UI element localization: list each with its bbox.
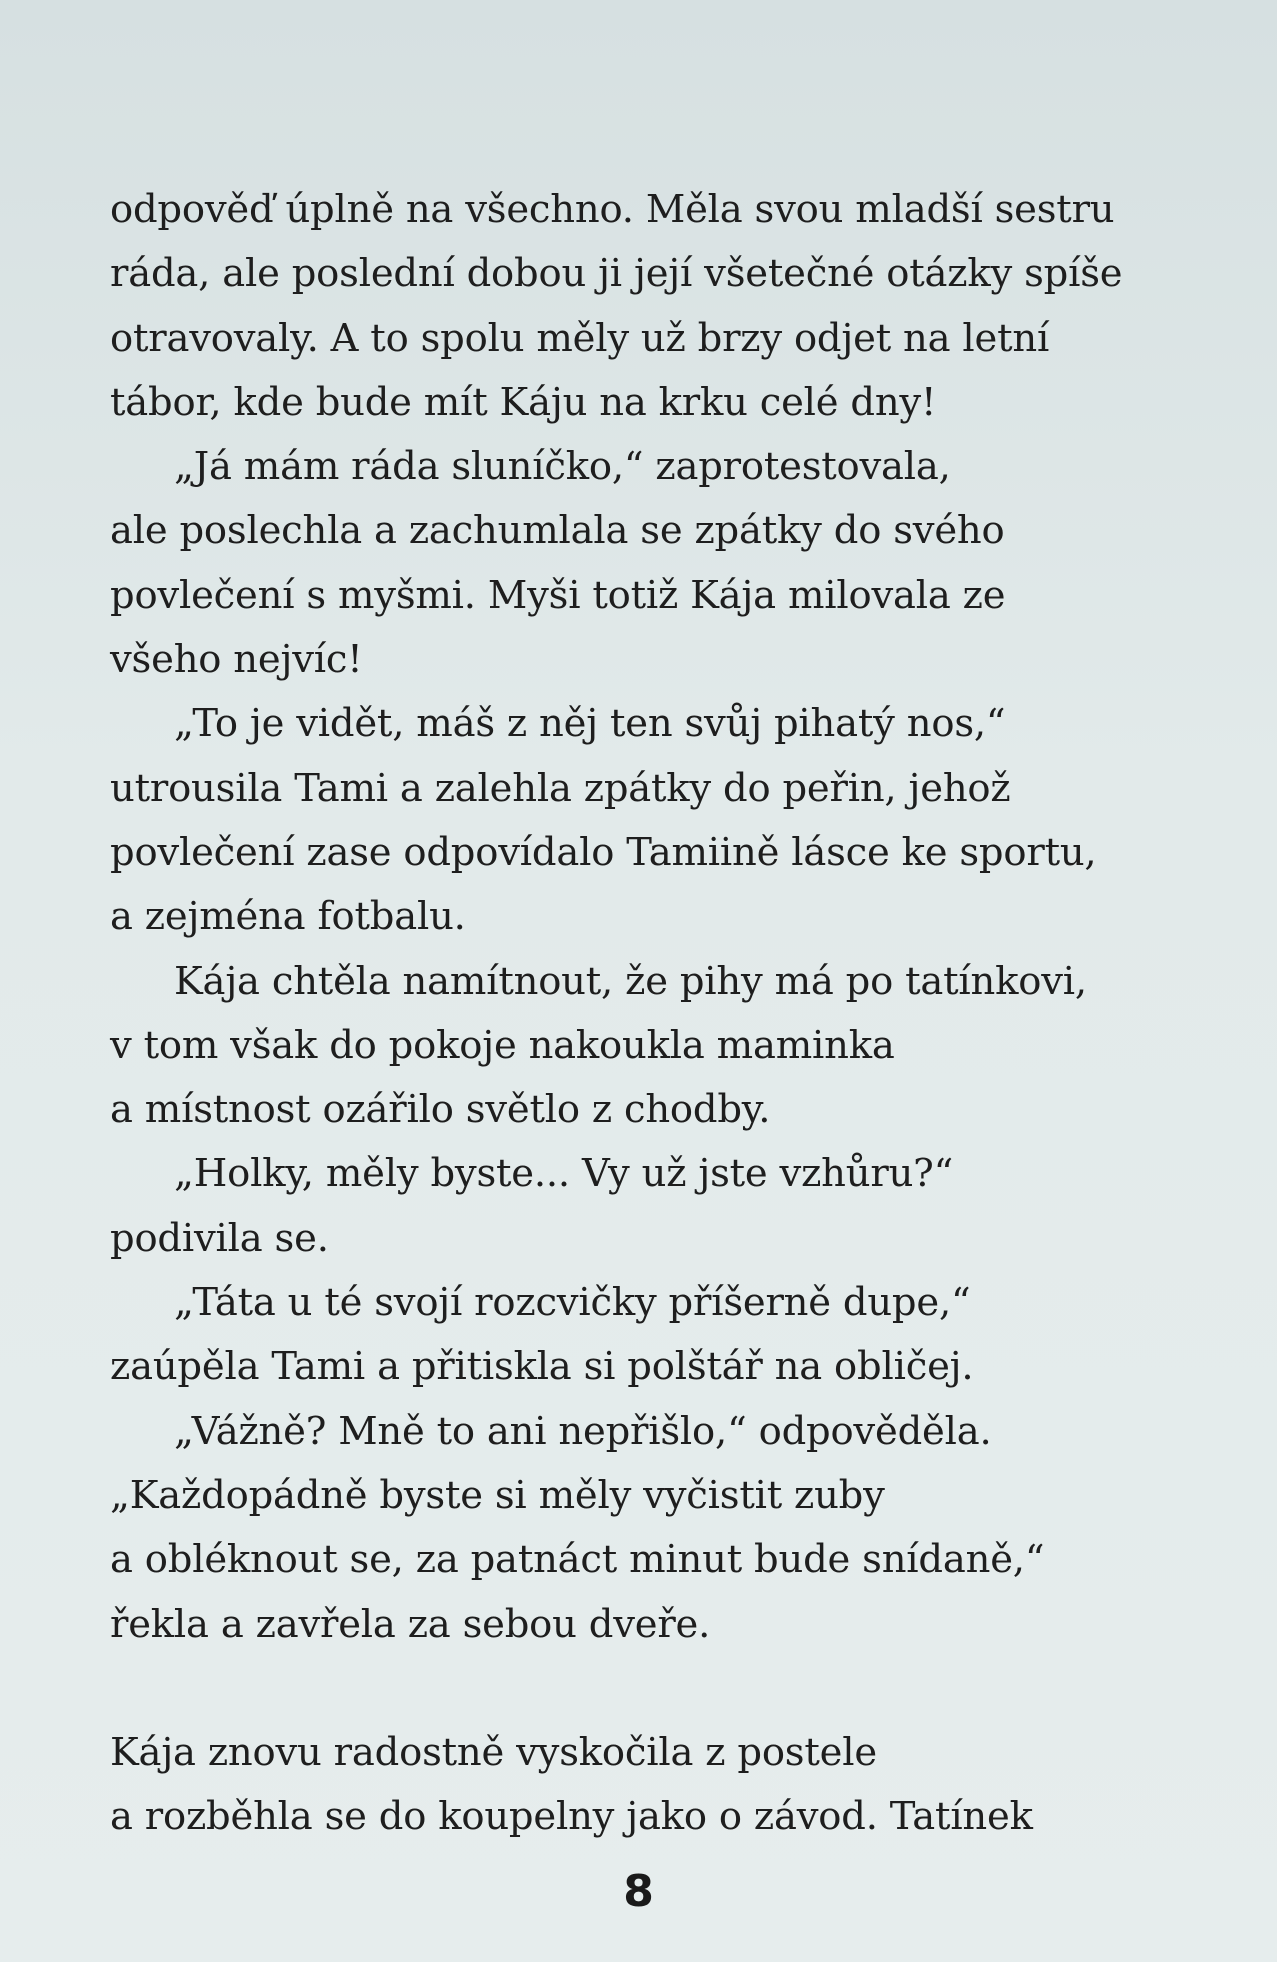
text-line: ráda, ale poslední dobou ji její všetečné otázky spíše xyxy=(110,251,1123,297)
text-line: „Táta u té svojí rozcvičky příšerně dupe,“ xyxy=(174,1280,971,1326)
text-line: zaúpěla Tami a přitiskla si polštář na obličej. xyxy=(110,1344,974,1390)
text-line: Kája znovu radostně vyskočila z postele xyxy=(110,1730,877,1776)
text-line: otravovaly. A to spolu měly už brzy odjet na letní xyxy=(110,315,1050,361)
text-line: tábor, kde bude mít Káju na krku celé dny! xyxy=(110,379,937,425)
page-number: 8 xyxy=(623,1866,654,1917)
text-line: a obléknout se, za patnáct minut bude snídaně,“ xyxy=(110,1537,1045,1583)
text-line: a zejména fotbalu. xyxy=(110,894,466,940)
text-line: „To je vidět, máš z něj ten svůj pihatý nos,“ xyxy=(174,701,1006,747)
text-line: odpověď úplně na všechno. Měla svou mladší sestru xyxy=(110,187,1115,232)
text-line: povlečení zase odpovídalo Tamiině lásce ke sportu, xyxy=(110,829,1097,875)
text-line: a místnost ozářilo světlo z chodby. xyxy=(110,1087,771,1133)
text-line: utrousila Tami a zalehla zpátky do peřin, jehož xyxy=(110,765,1011,811)
text-line: Kája chtěla namítnout, že pihy má po tatínkovi, xyxy=(174,958,1087,1004)
body-text xyxy=(110,178,1190,1850)
text-line: „Já mám ráda sluníčko,“ zaprotestovala, xyxy=(174,444,951,490)
section-break xyxy=(110,1657,1190,1721)
text-line: „Každopádně byste si měly vyčistit zuby xyxy=(110,1472,885,1518)
text-line: řekla a zavřela za sebou dveře. xyxy=(110,1601,711,1647)
text-line: povlečení s myšmi. Myši totiž Kája milovala ze xyxy=(110,572,1006,618)
text-line: „Holky, měly byste... Vy už jste vzhůru?“ xyxy=(174,1151,954,1197)
text-line: v tom však do pokoje nakoukla maminka xyxy=(110,1022,895,1068)
text-line: ale poslechla a zachumlala se zpátky do svého xyxy=(110,508,1005,554)
text-line: „Vážně? Mně to ani nepřišlo,“ odpověděla. xyxy=(174,1408,992,1454)
text-line: všeho nejvíc! xyxy=(110,637,363,683)
text-line: a rozběhla se do koupelny jako o závod. Tatínek xyxy=(110,1794,1033,1840)
text-line: podivila se. xyxy=(110,1215,329,1261)
